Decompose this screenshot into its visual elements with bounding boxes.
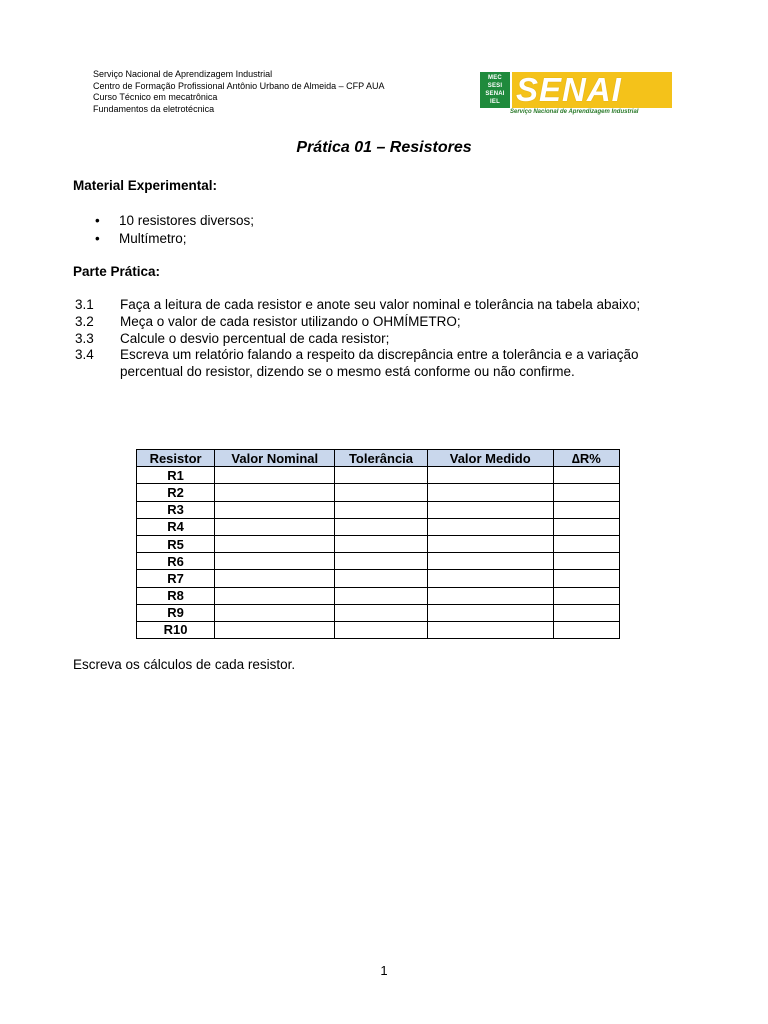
material-heading: Material Experimental:: [73, 178, 218, 193]
instruction-note: Escreva os cálculos de cada resistor.: [73, 657, 296, 672]
table-cell[interactable]: [215, 467, 335, 484]
table-cell[interactable]: [335, 501, 427, 518]
step-text: Calcule o desvio percentual de cada resistor;: [120, 330, 390, 346]
logo-word: SENAI: [516, 71, 622, 108]
table-cell[interactable]: [553, 484, 619, 501]
table-row: [137, 518, 620, 535]
list-item: • 10 resistores diversos;: [95, 212, 254, 230]
column-header: Tolerância: [335, 450, 427, 467]
senai-logo: [480, 72, 672, 118]
table-cell[interactable]: [427, 467, 553, 484]
resistor-label: R2: [137, 484, 215, 501]
resistor-label: R5: [137, 535, 215, 552]
table-cell[interactable]: [427, 518, 553, 535]
table-row: [137, 484, 620, 501]
column-header: ∆R%: [553, 450, 619, 467]
resistor-label: R3: [137, 501, 215, 518]
table-cell[interactable]: [335, 621, 427, 638]
table-cell[interactable]: [335, 518, 427, 535]
resistor-label: R10: [137, 621, 215, 638]
resistor-label: R8: [137, 587, 215, 604]
table-row: [137, 467, 620, 484]
badge-line: SESI: [487, 83, 503, 89]
table-cell[interactable]: [215, 587, 335, 604]
table-row: [137, 621, 620, 638]
parte-heading: Parte Prática:: [73, 264, 161, 279]
resistor-label: R1: [137, 467, 215, 484]
table-cell[interactable]: [215, 604, 335, 621]
table-cell[interactable]: [335, 467, 427, 484]
badge-line: SENAI: [485, 91, 505, 97]
table-cell[interactable]: [553, 570, 619, 587]
table-cell[interactable]: [553, 621, 619, 638]
resistor-label: R4: [137, 518, 215, 535]
table-cell[interactable]: [335, 587, 427, 604]
column-header: Valor Medido: [427, 450, 553, 467]
step-text: Faça a leitura de cada resistor e anote seu valor nominal e tolerância na tabela abaixo;: [120, 297, 641, 312]
steps-list: [75, 297, 675, 381]
table-header-row: [137, 450, 620, 467]
logo-tagline: Serviço Nacional de Aprendizagem Industrial: [510, 109, 639, 115]
table-cell[interactable]: [427, 604, 553, 621]
step-number: 3.2: [75, 313, 94, 329]
header-line: Fundamentos da eletrotécnica: [93, 103, 215, 114]
table-cell[interactable]: [427, 621, 553, 638]
institution-header: [93, 69, 385, 115]
table-row: [137, 587, 620, 604]
page-title: Prática 01 – Resistores: [296, 139, 472, 156]
list-item: • Multímetro;: [95, 230, 254, 248]
table-cell[interactable]: [215, 518, 335, 535]
header-line: Serviço Nacional de Aprendizagem Industrial: [93, 69, 273, 79]
step-item: [75, 331, 675, 348]
step-number: 3.1: [75, 297, 94, 312]
step-text: Meça o valor de cada resistor utilizando o OHMÍMETRO;: [120, 313, 461, 329]
column-header: Resistor: [137, 450, 215, 467]
resistor-table: [136, 449, 620, 639]
table-row: [137, 570, 620, 587]
table-cell[interactable]: [553, 467, 619, 484]
table-cell[interactable]: [335, 535, 427, 552]
resistor-label: R6: [137, 553, 215, 570]
table-cell[interactable]: [215, 570, 335, 587]
table-cell[interactable]: [427, 570, 553, 587]
table-row: [137, 501, 620, 518]
badge-line: IEL: [490, 99, 500, 105]
step-number: 3.4: [75, 347, 94, 363]
table-cell[interactable]: [427, 535, 553, 552]
table-cell[interactable]: [335, 484, 427, 501]
column-header: Valor Nominal: [215, 450, 335, 467]
step-item: [75, 297, 675, 314]
table-cell[interactable]: [215, 501, 335, 518]
resistor-label: R9: [137, 604, 215, 621]
step-item: [75, 347, 675, 381]
step-item: [75, 314, 675, 331]
page-number: 1: [380, 963, 388, 978]
table-cell[interactable]: [335, 604, 427, 621]
table-row: [137, 535, 620, 552]
table-cell[interactable]: [335, 553, 427, 570]
table-cell[interactable]: [553, 587, 619, 604]
table-cell[interactable]: [215, 484, 335, 501]
table-row: [137, 604, 620, 621]
step-text: Escreva um relatório falando a respeito da discrepância entre a tolerância e a variação percentual do resistor, dizendo se o mesmo está conforme ou não confirme.: [120, 347, 639, 380]
table-cell[interactable]: [427, 484, 553, 501]
table-cell[interactable]: [427, 587, 553, 604]
table-cell[interactable]: [335, 570, 427, 587]
step-number: 3.3: [75, 330, 94, 346]
table-cell[interactable]: [553, 501, 619, 518]
table-cell[interactable]: [215, 621, 335, 638]
resistor-label: R7: [137, 570, 215, 587]
logo-badge: [480, 72, 510, 108]
badge-line: MEC: [488, 75, 502, 81]
table-cell[interactable]: [553, 518, 619, 535]
header-line: Centro de Formação Profissional Antônio Urbano de Almeida – CFP AUA: [93, 80, 385, 91]
table-cell[interactable]: [215, 535, 335, 552]
header-line: Curso Técnico em mecatrônica: [93, 92, 218, 102]
table-row: [137, 553, 620, 570]
table-cell[interactable]: [553, 553, 619, 570]
table-cell[interactable]: [215, 553, 335, 570]
table-cell[interactable]: [427, 501, 553, 518]
table-cell[interactable]: [553, 604, 619, 621]
table-cell[interactable]: [427, 553, 553, 570]
material-list: [95, 212, 254, 247]
table-cell[interactable]: [553, 535, 619, 552]
